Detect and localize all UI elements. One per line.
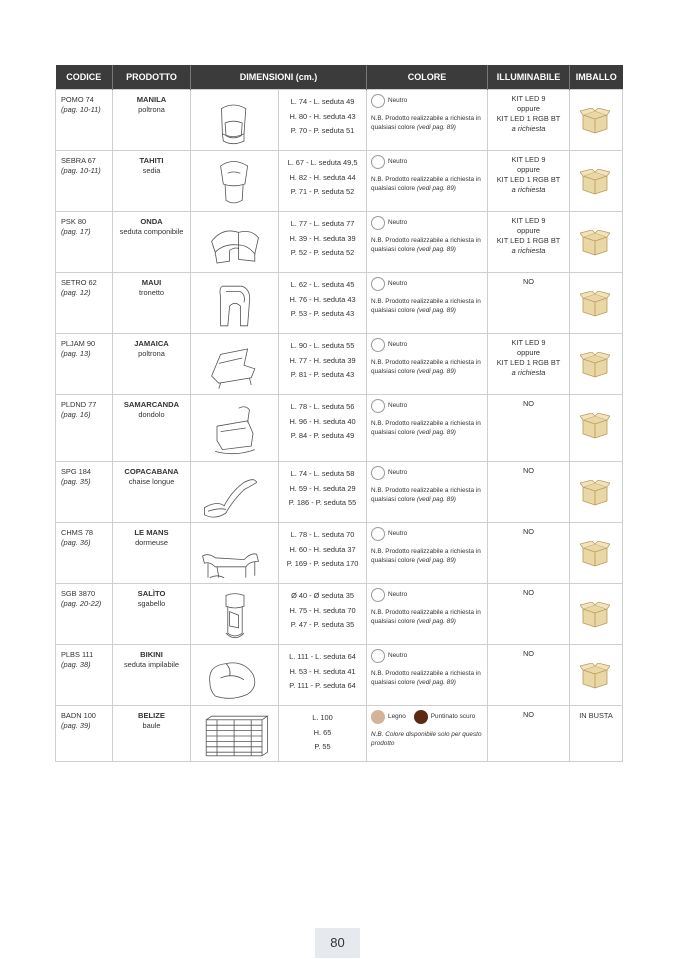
table-row <box>56 212 623 273</box>
dim-height: H. 75 - H. seduta 70 <box>289 605 356 615</box>
product-code: PSK 80 <box>61 217 87 226</box>
ill-line-2: oppure <box>517 104 541 113</box>
product-type: tronetto <box>138 288 165 297</box>
product-code: SEBRA 67 <box>61 156 96 165</box>
product-code: SPG 184 <box>61 467 91 476</box>
dim-height: H. 39 - H. seduta 39 <box>289 233 356 243</box>
header-prodotto: PRODOTTO <box>113 65 191 90</box>
swatch-label: Neutro <box>388 280 408 287</box>
dim-depth: P. 169 - P. seduta 170 <box>286 559 359 568</box>
table-row <box>56 151 623 212</box>
dim-height: H. 80 - H. seduta 43 <box>289 111 356 121</box>
swatch-label: Neutro <box>388 591 408 598</box>
ill-note: a richiesta <box>511 246 546 255</box>
dim-depth: P. 71 - P. seduta 52 <box>290 187 355 196</box>
swatch-label: Neutro <box>388 469 408 476</box>
ill-line-1: NO <box>522 527 535 536</box>
ill-line-1: NO <box>522 277 535 286</box>
page-ref: (pag. 10-11) <box>61 105 101 114</box>
dim-depth: P. 186 - P. seduta 55 <box>288 498 357 507</box>
dim-width: L. 74 - L. seduta 58 <box>290 469 355 478</box>
product-code: PLDND 77 <box>61 400 97 409</box>
color-note-ref: (vedi pag. 89) <box>416 496 456 503</box>
dim-height: H. 76 - H. seduta 43 <box>289 294 356 304</box>
ill-line-1: NO <box>522 588 535 597</box>
product-name: COPACABANA <box>124 467 179 476</box>
product-type: seduta impilabile <box>123 660 180 669</box>
color-note: N.B. Prodotto realizzabile a richiesta in qualsiasi colore <box>371 115 481 131</box>
dim-height: H. 77 - H. seduta 39 <box>289 355 356 365</box>
swatch-label: Neutro <box>388 97 408 104</box>
dim-width: Ø 40 - Ø seduta 35 <box>291 591 354 600</box>
dim-height: H. 96 - H. seduta 40 <box>289 416 356 426</box>
page-number: 80 <box>315 928 360 958</box>
product-code: SETRO 62 <box>61 278 97 287</box>
swatch-label: Neutro <box>388 530 408 537</box>
swatch-label: Neutro <box>388 158 408 165</box>
product-type: poltrona <box>138 105 165 114</box>
neutro-swatch <box>371 527 385 541</box>
page-ref: (pag. 10-11) <box>61 166 101 175</box>
table-row <box>56 334 623 395</box>
product-code: CHMS 78 <box>61 528 94 537</box>
dim-depth: P. 81 - P. seduta 43 <box>290 370 355 379</box>
product-type: chaise longue <box>128 477 175 486</box>
ill-line-1: KIT LED 9 <box>511 338 546 347</box>
product-name: LE MANS <box>134 528 169 537</box>
color-note: N.B. Prodotto realizzabile a richiesta in qualsiasi colore <box>371 420 481 436</box>
product-name: MANILA <box>136 95 167 104</box>
color-note-ref: (vedi pag. 89) <box>416 679 456 686</box>
table-row <box>56 395 623 462</box>
dim-depth: P. 111 - P. seduta 64 <box>289 681 356 690</box>
dim-width: L. 62 - L. seduta 45 <box>290 280 355 289</box>
swatch-label-legno: Legno <box>388 713 406 720</box>
header-illuminabile: ILLUMINABILE <box>488 65 570 90</box>
dim-width: L. 100 <box>312 713 333 722</box>
product-type: dormeuse <box>135 538 168 547</box>
header-row <box>56 65 623 90</box>
dim-width: L. 78 - L. seduta 70 <box>290 530 355 539</box>
table-row-belize <box>56 706 623 762</box>
product-name: ONDA <box>140 217 163 226</box>
color-note-ref: (vedi pag. 89) <box>416 557 456 564</box>
swatch-label: Neutro <box>388 219 408 226</box>
swatch-label-puntinato: Puntinato scuro <box>430 713 476 720</box>
dim-depth: P. 84 - P. seduta 49 <box>290 431 355 440</box>
dim-width: L. 78 - L. seduta 56 <box>290 402 355 411</box>
table-row <box>56 462 623 523</box>
dim-height: H. 82 - H. seduta 44 <box>289 172 356 182</box>
imballo-text: IN BUSTA <box>579 711 613 720</box>
product-type: seduta componibile <box>119 227 184 236</box>
page-ref: (pag. 35) <box>61 477 91 486</box>
product-type: dondolo <box>138 410 165 419</box>
ill-line-3: KIT LED 1 RGB BT <box>496 175 561 184</box>
neutro-swatch <box>371 399 385 413</box>
color-note-ref: (vedi pag. 89) <box>416 124 456 131</box>
page-ref: (pag. 12) <box>61 288 91 297</box>
dim-width: L. 77 - L. seduta 77 <box>290 219 355 228</box>
page-ref: (pag. 20-22) <box>61 599 102 608</box>
color-note: N.B. Prodotto realizzabile a richiesta in qualsiasi colore <box>371 237 481 253</box>
color-note-ref: (vedi pag. 89) <box>416 246 456 253</box>
ill-line-1: KIT LED 9 <box>511 216 546 225</box>
product-type: baule <box>142 721 161 730</box>
header-dimensioni: DIMENSIONI (cm.) <box>191 65 367 90</box>
legno-swatch <box>371 710 385 724</box>
color-note: N.B. Colore disponibile solo per questo prodotto <box>371 731 482 747</box>
color-note-ref: (vedi pag. 89) <box>416 429 456 436</box>
dim-depth: P. 70 - P. seduta 51 <box>290 126 355 135</box>
color-note: N.B. Prodotto realizzabile a richiesta in qualsiasi colore <box>371 609 481 625</box>
ill-line-3: KIT LED 1 RGB BT <box>496 236 561 245</box>
swatch-label: Neutro <box>388 652 408 659</box>
ill-line-1: NO <box>522 466 535 475</box>
color-note: N.B. Prodotto realizzabile a richiesta in qualsiasi colore <box>371 298 481 314</box>
dim-height: H. 60 - H. seduta 37 <box>289 544 356 554</box>
puntinato-swatch <box>414 710 428 724</box>
ill-line-1: NO <box>522 649 535 658</box>
ill-note: a richiesta <box>511 185 546 194</box>
dim-height: H. 59 - H. seduta 29 <box>289 483 356 493</box>
color-note-ref: (vedi pag. 89) <box>416 307 456 314</box>
table-row <box>56 584 623 645</box>
neutro-swatch <box>371 649 385 663</box>
color-note: N.B. Prodotto realizzabile a richiesta in qualsiasi colore <box>371 176 481 192</box>
ill-line-2: oppure <box>517 348 541 357</box>
page-ref: (pag. 38) <box>61 660 91 669</box>
page-ref: (pag. 13) <box>61 349 91 358</box>
color-note: N.B. Prodotto realizzabile a richiesta in qualsiasi colore <box>371 670 481 686</box>
table-row <box>56 90 623 151</box>
swatch-label: Neutro <box>388 341 408 348</box>
table-row <box>56 523 623 584</box>
ill-note: a richiesta <box>511 368 546 377</box>
product-name: BELIZE <box>137 711 165 720</box>
product-name: JAMAICA <box>134 339 169 348</box>
product-name: TAHITI <box>139 156 164 165</box>
product-code: PLJAM 90 <box>61 339 96 348</box>
neutro-swatch <box>371 338 385 352</box>
ill-line-1: KIT LED 9 <box>511 155 546 164</box>
header-codice: CODICE <box>56 65 113 90</box>
color-note-ref: (vedi pag. 89) <box>416 185 456 192</box>
ill-line-1: NO <box>522 399 535 408</box>
dim-height: H. 53 - H. seduta 41 <box>289 666 356 676</box>
dim-height: H. 65 <box>313 727 332 737</box>
page-ref: (pag. 17) <box>61 227 91 236</box>
table-row <box>56 645 623 706</box>
product-name: SALÌTO <box>137 589 166 598</box>
product-code: BADN 100 <box>61 711 96 720</box>
ill-line-1: KIT LED 9 <box>511 94 546 103</box>
ill-line-3: KIT LED 1 RGB BT <box>496 114 561 123</box>
neutro-swatch <box>371 216 385 230</box>
product-code: PLBS 111 <box>61 650 94 659</box>
catalog-table <box>55 65 623 762</box>
header-imballo: IMBALLO <box>570 65 623 90</box>
dim-width: L. 74 - L. seduta 49 <box>290 97 355 106</box>
neutro-swatch <box>371 466 385 480</box>
ill-line-2: oppure <box>517 226 541 235</box>
product-name: BIKINI <box>140 650 163 659</box>
product-code: POMO 74 <box>61 95 94 104</box>
ill-line-3: KIT LED 1 RGB BT <box>496 358 561 367</box>
product-type: sgabello <box>137 599 166 608</box>
dim-depth: P. 52 - P. seduta 52 <box>290 248 355 257</box>
product-type: sedia <box>142 166 161 175</box>
dim-depth: P. 47 - P. seduta 35 <box>290 620 355 629</box>
table-row <box>56 273 623 334</box>
swatch-label: Neutro <box>388 402 408 409</box>
neutro-swatch <box>371 94 385 108</box>
dim-depth: P. 55 <box>314 742 331 751</box>
neutro-swatch <box>371 588 385 602</box>
product-type: poltrona <box>138 349 165 358</box>
color-note: N.B. Prodotto realizzabile a richiesta in qualsiasi colore <box>371 359 481 375</box>
header-colore: COLORE <box>367 65 488 90</box>
color-note: N.B. Prodotto realizzabile a richiesta in qualsiasi colore <box>371 548 481 564</box>
dim-width: L. 111 - L. seduta 64 <box>289 652 356 661</box>
color-note-ref: (vedi pag. 89) <box>416 368 456 375</box>
dim-width: L. 90 - L. seduta 55 <box>290 341 355 350</box>
color-note: N.B. Prodotto realizzabile a richiesta in qualsiasi colore <box>371 487 481 503</box>
page-ref: (pag. 16) <box>61 410 91 419</box>
dim-width: L. 67 - L. seduta 49,5 <box>287 158 358 167</box>
page-ref: (pag. 36) <box>61 538 91 547</box>
color-note-ref: (vedi pag. 89) <box>416 618 456 625</box>
dim-depth: P. 53 - P. seduta 43 <box>290 309 355 318</box>
product-name: MAUI <box>141 278 162 287</box>
ill-line-2: oppure <box>517 165 541 174</box>
ill-line-1: NO <box>522 710 535 719</box>
product-name: SAMARCANDA <box>123 400 180 409</box>
ill-note: a richiesta <box>511 124 546 133</box>
page-ref: (pag. 39) <box>61 721 91 730</box>
neutro-swatch <box>371 277 385 291</box>
neutro-swatch <box>371 155 385 169</box>
product-code: SGB 3870 <box>61 589 96 598</box>
